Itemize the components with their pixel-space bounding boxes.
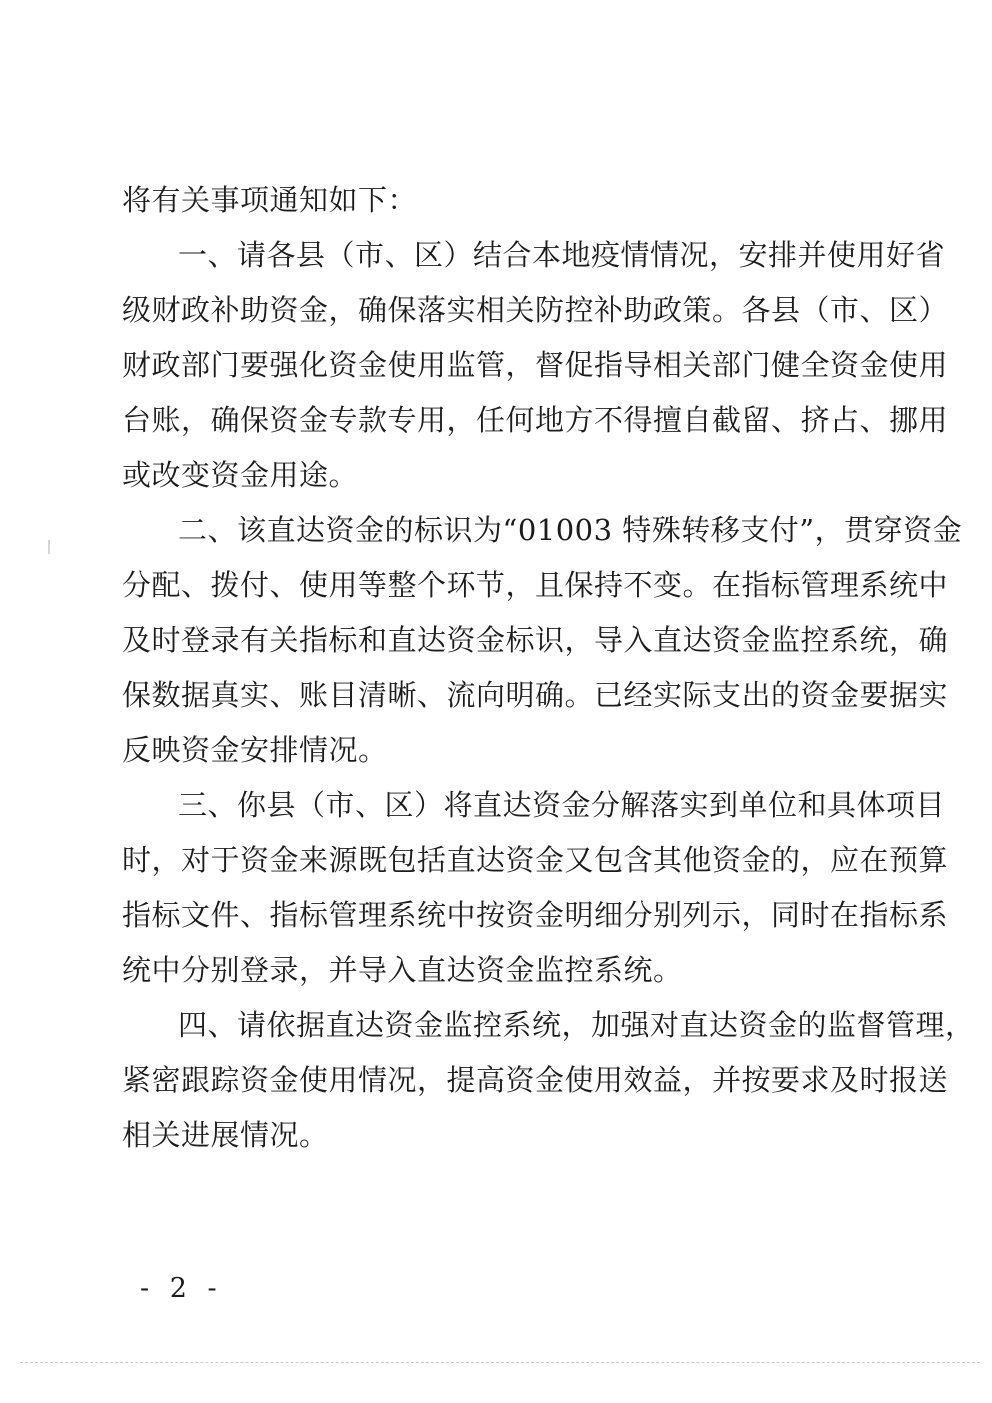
scan-artifact-mark xyxy=(48,540,50,554)
paragraph-1-line-5: 或改变资金用途。 xyxy=(122,458,359,492)
paragraph-2-line-2: 分配、拨付、使用等整个环节，且保持不变。在指标管理系统中 xyxy=(122,568,949,602)
paragraph-2-line-3: 及时登录有关指标和直达资金标识，导入直达资金监控系统，确 xyxy=(122,623,949,657)
body-line-1: 将有关事项通知如下： xyxy=(122,183,418,217)
paragraph-3-line-4: 统中分别登录，并导入直达资金监控系统。 xyxy=(122,953,683,987)
paragraph-4-line-2: 紧密跟踪资金使用情况，提高资金使用效益，并按要求及时报送 xyxy=(122,1063,949,1097)
page-number: - 2 - xyxy=(140,1273,223,1304)
scan-bottom-edge xyxy=(20,1362,980,1364)
paragraph-1-line-3: 财政部门要强化资金使用监管，督促指导相关部门健全资金使用 xyxy=(122,348,949,382)
paragraph-3-line-1: 三、你县（市、区）将直达资金分解落实到单位和具体项目 xyxy=(178,788,946,822)
paragraph-2-line-4: 保数据真实、账目清晰、流向明确。已经实际支出的资金要据实 xyxy=(122,678,949,712)
paragraph-1-line-4: 台账，确保资金专款专用，任何地方不得擅自截留、挤占、挪用 xyxy=(122,403,949,437)
paragraph-2-line-5: 反映资金安排情况。 xyxy=(122,733,388,767)
paragraph-2-line-1: 二、该直达资金的标识为“01003 特殊转移支付”，贯穿资金 xyxy=(178,513,963,547)
paragraph-1-line-1: 一、请各县（市、区）结合本地疫情情况，安排并使用好省 xyxy=(178,238,946,272)
paragraph-3-line-2: 时，对于资金来源既包括直达资金又包含其他资金的，应在预算 xyxy=(122,843,949,877)
paragraph-4-line-3: 相关进展情况。 xyxy=(122,1118,329,1152)
paragraph-1-line-2: 级财政补助资金，确保落实相关防控补助政策。各县（市、区） xyxy=(122,293,949,327)
paragraph-3-line-3: 指标文件、指标管理系统中按资金明细分别列示，同时在指标系 xyxy=(122,898,949,932)
paragraph-4-line-1: 四、请依据直达资金监控系统，加强对直达资金的监督管理， xyxy=(178,1008,975,1042)
